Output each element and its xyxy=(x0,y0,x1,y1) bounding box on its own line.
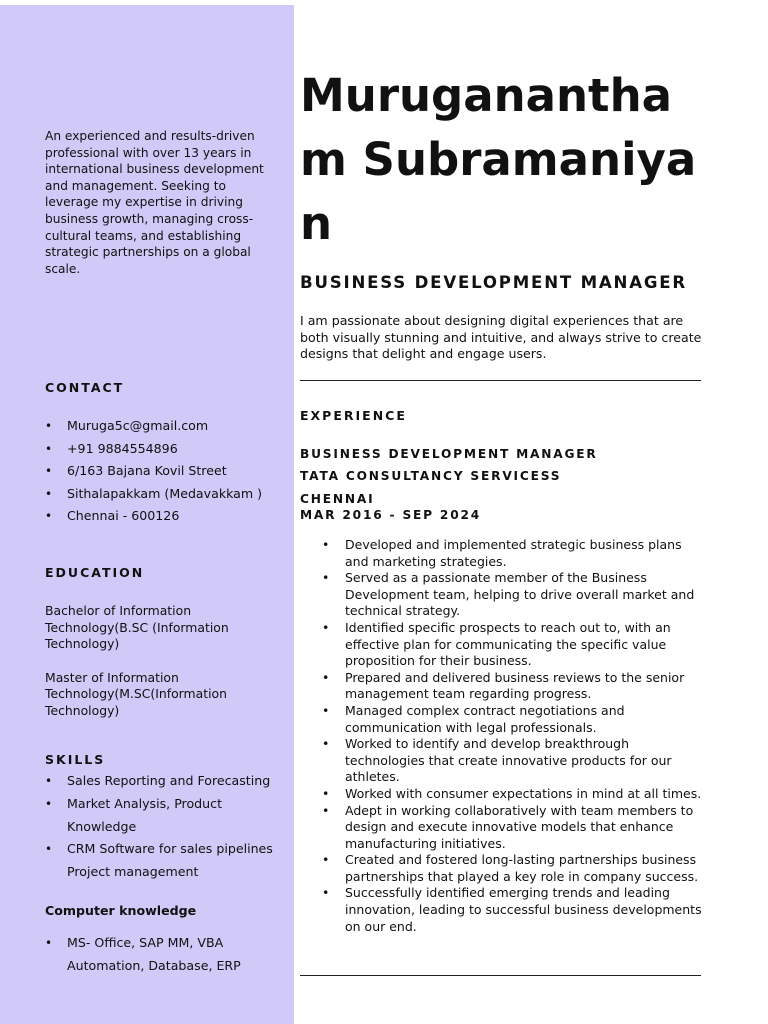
duty-item: • Prepared and delivered business reviews to the senior management team regarding progress. xyxy=(300,670,705,703)
contact-street: • 6/163 Bajana Kovil Street xyxy=(45,460,280,483)
duty-item: • Identified specific prospects to reach out to, with an effective plan for communicating the specific value proposition for their business. xyxy=(300,620,705,670)
contact-email: • Muruga5c@gmail.com xyxy=(45,415,280,438)
about-text: I am passionate about designing digital experiences that are both visually stunning and intuitive, and always strive to create designs that delight and engage users. xyxy=(300,313,702,362)
education-heading: EDUCATION xyxy=(45,565,145,580)
contact-heading: CONTACT xyxy=(45,380,125,395)
skills-heading: SKILLS xyxy=(45,752,106,767)
skills-list xyxy=(45,770,280,884)
section-divider xyxy=(300,380,701,381)
contact-area: • Sithalapakkam (Medavakkam ) xyxy=(45,483,280,506)
duty-item: • Successfully identified emerging trends and leading innovation, leading to successful business developments on our end. xyxy=(300,885,705,935)
contact-list xyxy=(45,415,280,528)
computer-knowledge-list xyxy=(45,932,280,978)
duties-list xyxy=(300,537,705,935)
contact-city: • Chennai - 600126 xyxy=(45,505,280,528)
duty-item: • Created and fostered long-lasting partnerships business partnerships that played a key role in company success. xyxy=(300,852,705,885)
education-item: Master of Information Technology(M.SC(Information Technology) xyxy=(45,669,227,718)
duty-item: • Managed complex contract negotiations and communication with legal professionals. xyxy=(300,703,705,736)
contact-phone: • +91 9884554896 xyxy=(45,438,280,461)
skill-item: • Market Analysis, Product Knowledge xyxy=(45,793,280,839)
section-divider xyxy=(300,975,701,976)
profile-summary: An experienced and results-driven professional with over 13 years in international business development and management. Seeking to leverage my expertise in driving business growth, managing cross-cultural teams, and establishing strategic partnerships on a global scale. xyxy=(45,129,264,276)
duty-item: • Adept in working collaboratively with team members to design and execute innovative models that enhance manufacturing initiatives. xyxy=(300,803,705,853)
education-item: Bachelor of Information Technology(B.SC (Information Technology) xyxy=(45,603,229,652)
computer-knowledge-item: • MS- Office, SAP MM, VBA Automation, Database, ERP xyxy=(45,932,280,978)
candidate-name: Muruganantham Subramaniyan xyxy=(300,69,697,250)
skill-item: • CRM Software for sales pipelines Project management xyxy=(45,838,280,884)
education-list xyxy=(45,603,280,720)
job-role-title: BUSINESS DEVELOPMENT MANAGER xyxy=(300,273,687,292)
duty-item: • Served as a passionate member of the Business Development team, helping to drive overall market and technical strategy. xyxy=(300,570,705,620)
job-dates: MAR 2016 - SEP 2024 xyxy=(300,508,482,522)
duty-item: • Worked with consumer expectations in mind at all times. xyxy=(300,786,705,803)
skill-item: • Sales Reporting and Forecasting xyxy=(45,770,280,793)
company-name: TATA CONSULTANCY SERVICESS xyxy=(300,469,562,483)
computer-knowledge-heading: Computer knowledge xyxy=(45,903,197,918)
job-location: CHENNAI xyxy=(300,492,375,506)
experience-heading: EXPERIENCE xyxy=(300,408,407,423)
duty-item: • Developed and implemented strategic business plans and marketing strategies. xyxy=(300,537,705,570)
job-title: BUSINESS DEVELOPMENT MANAGER xyxy=(300,447,598,461)
duty-item: • Worked to identify and develop breakthrough technologies that create innovative products for our athletes. xyxy=(300,736,705,786)
